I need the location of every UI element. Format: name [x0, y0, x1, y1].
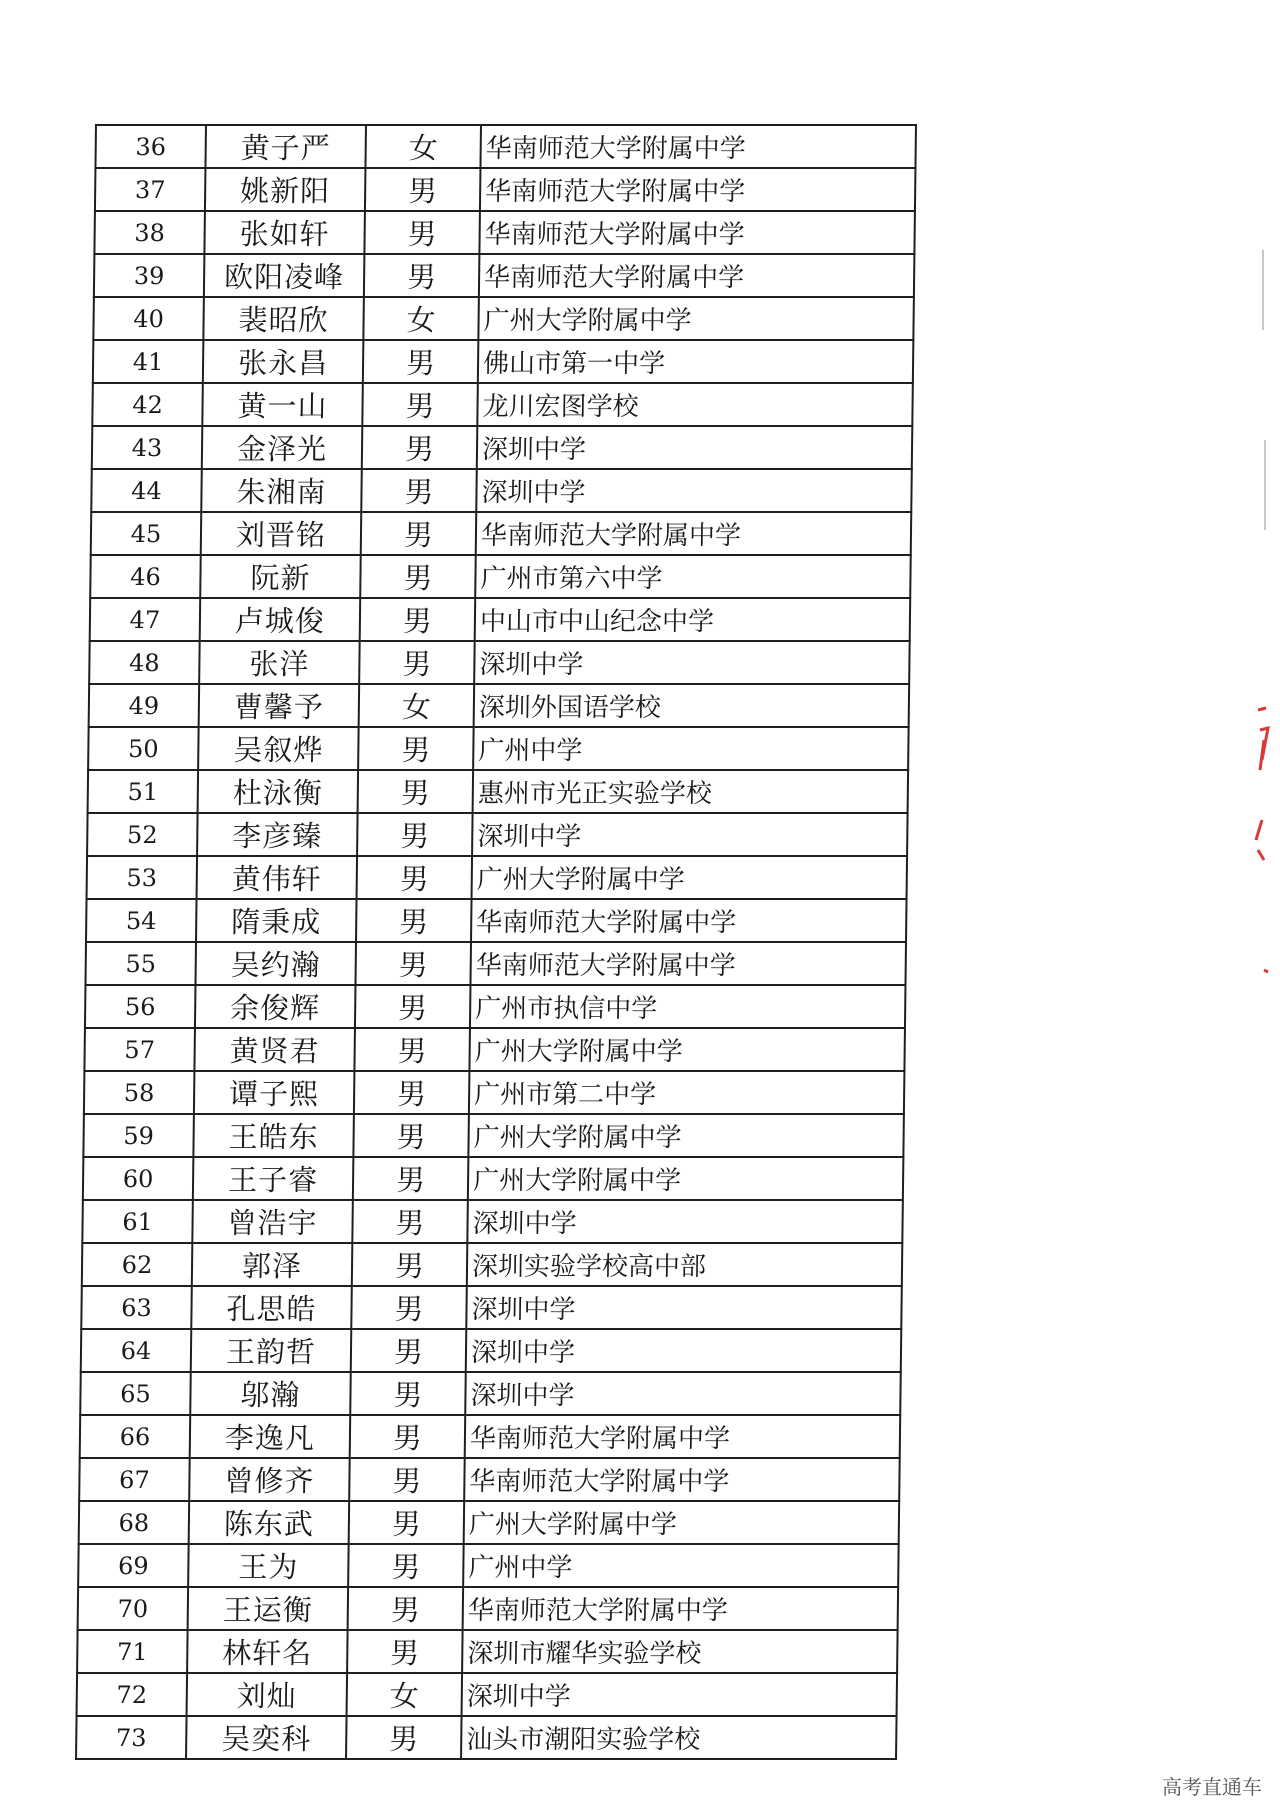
school-cell: 深圳中学	[477, 426, 913, 469]
school-cell: 深圳中学	[462, 1673, 898, 1716]
row-number-cell: 57	[84, 1028, 195, 1071]
table-row	[89, 641, 910, 684]
school-cell: 深圳中学	[476, 469, 912, 512]
school-cell: 深圳实验学校高中部	[467, 1243, 903, 1286]
gender-cell: 男	[355, 985, 471, 1028]
row-number-cell: 64	[81, 1329, 192, 1372]
student-name-cell: 刘晋铭	[201, 512, 362, 555]
student-name-cell: 卢城俊	[200, 598, 361, 641]
student-name-cell: 隋秉成	[196, 899, 357, 942]
table-row	[91, 512, 912, 555]
table-row	[93, 297, 914, 340]
student-name-cell: 陈东武	[189, 1501, 350, 1544]
table-row	[90, 555, 911, 598]
student-name-cell: 曾修齐	[189, 1458, 350, 1501]
table-row	[77, 1673, 898, 1716]
student-name-cell: 张如轩	[204, 211, 365, 254]
table-row	[82, 1243, 903, 1286]
school-cell: 惠州市光正实验学校	[473, 770, 909, 813]
student-name-cell: 张永昌	[203, 340, 364, 383]
school-cell: 华南师范大学附属中学	[464, 1458, 900, 1501]
row-number-cell: 39	[94, 254, 205, 297]
row-number-cell: 61	[82, 1200, 193, 1243]
roster-table	[75, 124, 917, 1760]
school-cell: 华南师范大学附属中学	[480, 125, 916, 168]
table-row	[79, 1501, 900, 1544]
gender-cell: 男	[358, 770, 474, 813]
row-number-cell: 50	[88, 727, 199, 770]
gender-cell: 男	[351, 1286, 467, 1329]
student-name-cell: 姚新阳	[205, 168, 366, 211]
table-row	[93, 340, 914, 383]
school-cell: 广州市执信中学	[470, 985, 906, 1028]
scan-speck	[1262, 250, 1264, 330]
gender-cell: 男	[350, 1372, 466, 1415]
table-row	[78, 1544, 899, 1587]
gender-cell: 男	[355, 942, 471, 985]
gender-cell: 男	[361, 512, 477, 555]
gender-cell: 男	[346, 1716, 462, 1759]
school-cell: 深圳外国语学校	[474, 684, 910, 727]
gender-cell: 男	[349, 1501, 465, 1544]
student-name-cell: 谭子熙	[194, 1071, 355, 1114]
row-number-cell: 59	[83, 1114, 194, 1157]
school-cell: 广州大学附属中学	[468, 1114, 904, 1157]
student-name-cell: 郭泽	[192, 1243, 353, 1286]
school-cell: 广州中学	[463, 1544, 899, 1587]
student-name-cell: 欧阳凌峰	[204, 254, 365, 297]
table-row	[84, 1071, 905, 1114]
gender-cell: 男	[348, 1544, 464, 1587]
school-cell: 龙川宏图学校	[477, 383, 913, 426]
gender-cell: 男	[347, 1630, 463, 1673]
table-row	[94, 211, 915, 254]
table-row	[95, 125, 916, 168]
gender-cell: 男	[352, 1243, 468, 1286]
table-row	[87, 856, 908, 899]
roster-body	[76, 125, 916, 1759]
school-cell: 深圳中学	[466, 1329, 902, 1372]
table-row	[83, 1114, 904, 1157]
school-cell: 深圳市耀华实验学校	[462, 1630, 898, 1673]
row-number-cell: 44	[91, 469, 202, 512]
school-cell: 中山市中山纪念中学	[475, 598, 911, 641]
row-number-cell: 38	[94, 211, 205, 254]
school-cell: 华南师范大学附属中学	[471, 899, 907, 942]
student-name-cell: 王皓东	[193, 1114, 354, 1157]
table-row	[80, 1372, 901, 1415]
student-name-cell: 杜泳衡	[198, 770, 359, 813]
student-name-cell: 李逸凡	[190, 1415, 351, 1458]
table-row	[95, 168, 916, 211]
gender-cell: 男	[351, 1329, 467, 1372]
row-number-cell: 46	[90, 555, 201, 598]
school-cell: 广州市第六中学	[475, 555, 911, 598]
student-name-cell: 阮新	[200, 555, 361, 598]
student-name-cell: 黄子严	[205, 125, 366, 168]
row-number-cell: 52	[87, 813, 198, 856]
student-name-cell: 吴约瀚	[195, 942, 356, 985]
gender-cell: 男	[350, 1415, 466, 1458]
school-cell: 深圳中学	[467, 1200, 903, 1243]
school-cell: 广州大学附属中学	[469, 1028, 905, 1071]
gender-cell: 男	[361, 469, 477, 512]
row-number-cell: 37	[95, 168, 206, 211]
school-cell: 汕头市潮阳实验学校	[461, 1716, 897, 1759]
student-name-cell: 吴奕科	[186, 1716, 347, 1759]
row-number-cell: 49	[89, 684, 200, 727]
scan-speck	[1264, 440, 1266, 530]
school-cell: 广州市第二中学	[469, 1071, 905, 1114]
gender-cell: 男	[362, 383, 478, 426]
gender-cell: 男	[356, 899, 472, 942]
table-row	[86, 899, 907, 942]
gender-cell: 男	[364, 254, 480, 297]
table-row	[85, 942, 906, 985]
gender-cell: 男	[358, 727, 474, 770]
table-row	[90, 598, 911, 641]
row-number-cell: 70	[78, 1587, 189, 1630]
student-name-cell: 裴昭欣	[203, 297, 364, 340]
school-cell: 广州大学附属中学	[472, 856, 908, 899]
school-cell: 广州大学附属中学	[468, 1157, 904, 1200]
table-row	[83, 1157, 904, 1200]
row-number-cell: 72	[77, 1673, 188, 1716]
gender-cell: 男	[365, 168, 481, 211]
row-number-cell: 53	[87, 856, 198, 899]
table-row	[88, 727, 909, 770]
row-number-cell: 40	[93, 297, 204, 340]
row-number-cell: 58	[84, 1071, 195, 1114]
school-cell: 深圳中学	[472, 813, 908, 856]
student-name-cell: 邬瀚	[190, 1372, 351, 1415]
row-number-cell: 47	[90, 598, 201, 641]
student-name-cell: 张洋	[199, 641, 360, 684]
row-number-cell: 67	[79, 1458, 190, 1501]
gender-cell: 男	[352, 1200, 468, 1243]
red-stamp-edge	[1238, 700, 1274, 980]
student-name-cell: 刘灿	[187, 1673, 348, 1716]
student-name-cell: 李彦臻	[197, 813, 358, 856]
school-cell: 华南师范大学附属中学	[479, 211, 915, 254]
table-row	[94, 254, 915, 297]
student-name-cell: 王运衡	[188, 1587, 349, 1630]
student-name-cell: 黄一山	[202, 383, 363, 426]
row-number-cell: 65	[80, 1372, 191, 1415]
row-number-cell: 73	[76, 1716, 187, 1759]
school-cell: 广州大学附属中学	[464, 1501, 900, 1544]
table-row	[89, 684, 910, 727]
student-name-cell: 王韵哲	[191, 1329, 352, 1372]
row-number-cell: 63	[81, 1286, 192, 1329]
gender-cell: 男	[354, 1028, 470, 1071]
student-name-cell: 曹馨予	[199, 684, 360, 727]
row-number-cell: 55	[85, 942, 196, 985]
school-cell: 华南师范大学附属中学	[479, 254, 915, 297]
row-number-cell: 60	[83, 1157, 194, 1200]
gender-cell: 男	[360, 598, 476, 641]
student-name-cell: 吴叙烨	[198, 727, 359, 770]
watermark-text: 高考直通车	[1162, 1775, 1262, 1799]
student-name-cell: 王子睿	[193, 1157, 354, 1200]
row-number-cell: 41	[93, 340, 204, 383]
table-row	[87, 813, 908, 856]
table-row	[85, 985, 906, 1028]
table-row	[77, 1630, 898, 1673]
table-row	[88, 770, 909, 813]
row-number-cell: 69	[78, 1544, 189, 1587]
table-row	[81, 1286, 902, 1329]
table-row	[82, 1200, 903, 1243]
row-number-cell: 45	[91, 512, 202, 555]
table-row	[84, 1028, 905, 1071]
row-number-cell: 68	[79, 1501, 190, 1544]
table-row	[79, 1458, 900, 1501]
student-name-cell: 黄贤君	[194, 1028, 355, 1071]
school-cell: 华南师范大学附属中学	[463, 1587, 899, 1630]
gender-cell: 男	[357, 813, 473, 856]
gender-cell: 男	[359, 641, 475, 684]
school-cell: 深圳中学	[474, 641, 910, 684]
student-name-cell: 林轩名	[187, 1630, 348, 1673]
gender-cell: 女	[359, 684, 475, 727]
school-cell: 佛山市第一中学	[478, 340, 914, 383]
student-name-cell: 黄伟轩	[197, 856, 358, 899]
school-cell: 华南师范大学附属中学	[480, 168, 916, 211]
gender-cell: 男	[363, 340, 479, 383]
gender-cell: 男	[357, 856, 473, 899]
school-cell: 深圳中学	[465, 1372, 901, 1415]
table-row	[91, 469, 912, 512]
school-cell: 华南师范大学附属中学	[470, 942, 906, 985]
gender-cell: 男	[349, 1458, 465, 1501]
gender-cell: 女	[347, 1673, 463, 1716]
row-number-cell: 62	[82, 1243, 193, 1286]
gender-cell: 男	[353, 1114, 469, 1157]
student-name-cell: 孔思皓	[191, 1286, 352, 1329]
gender-cell: 男	[362, 426, 478, 469]
gender-cell: 男	[364, 211, 480, 254]
school-cell: 广州中学	[473, 727, 909, 770]
table-row	[92, 426, 913, 469]
school-cell: 深圳中学	[466, 1286, 902, 1329]
row-number-cell: 51	[88, 770, 199, 813]
row-number-cell: 66	[80, 1415, 191, 1458]
school-cell: 华南师范大学附属中学	[465, 1415, 901, 1458]
gender-cell: 男	[354, 1071, 470, 1114]
table-row	[78, 1587, 899, 1630]
school-cell: 广州大学附属中学	[478, 297, 914, 340]
gender-cell: 女	[365, 125, 481, 168]
gender-cell: 女	[363, 297, 479, 340]
gender-cell: 男	[348, 1587, 464, 1630]
row-number-cell: 36	[95, 125, 206, 168]
student-name-cell: 余俊辉	[195, 985, 356, 1028]
gender-cell: 男	[360, 555, 476, 598]
table-row	[80, 1415, 901, 1458]
row-number-cell: 43	[92, 426, 203, 469]
table-row	[92, 383, 913, 426]
table-row	[76, 1716, 897, 1759]
student-name-cell: 朱湘南	[201, 469, 362, 512]
row-number-cell: 71	[77, 1630, 188, 1673]
table-row	[81, 1329, 902, 1372]
row-number-cell: 56	[85, 985, 196, 1028]
row-number-cell: 42	[92, 383, 203, 426]
row-number-cell: 54	[86, 899, 197, 942]
student-name-cell: 王为	[188, 1544, 349, 1587]
row-number-cell: 48	[89, 641, 200, 684]
gender-cell: 男	[353, 1157, 469, 1200]
school-cell: 华南师范大学附属中学	[476, 512, 912, 555]
student-name-cell: 金泽光	[202, 426, 363, 469]
student-name-cell: 曾浩宇	[192, 1200, 353, 1243]
